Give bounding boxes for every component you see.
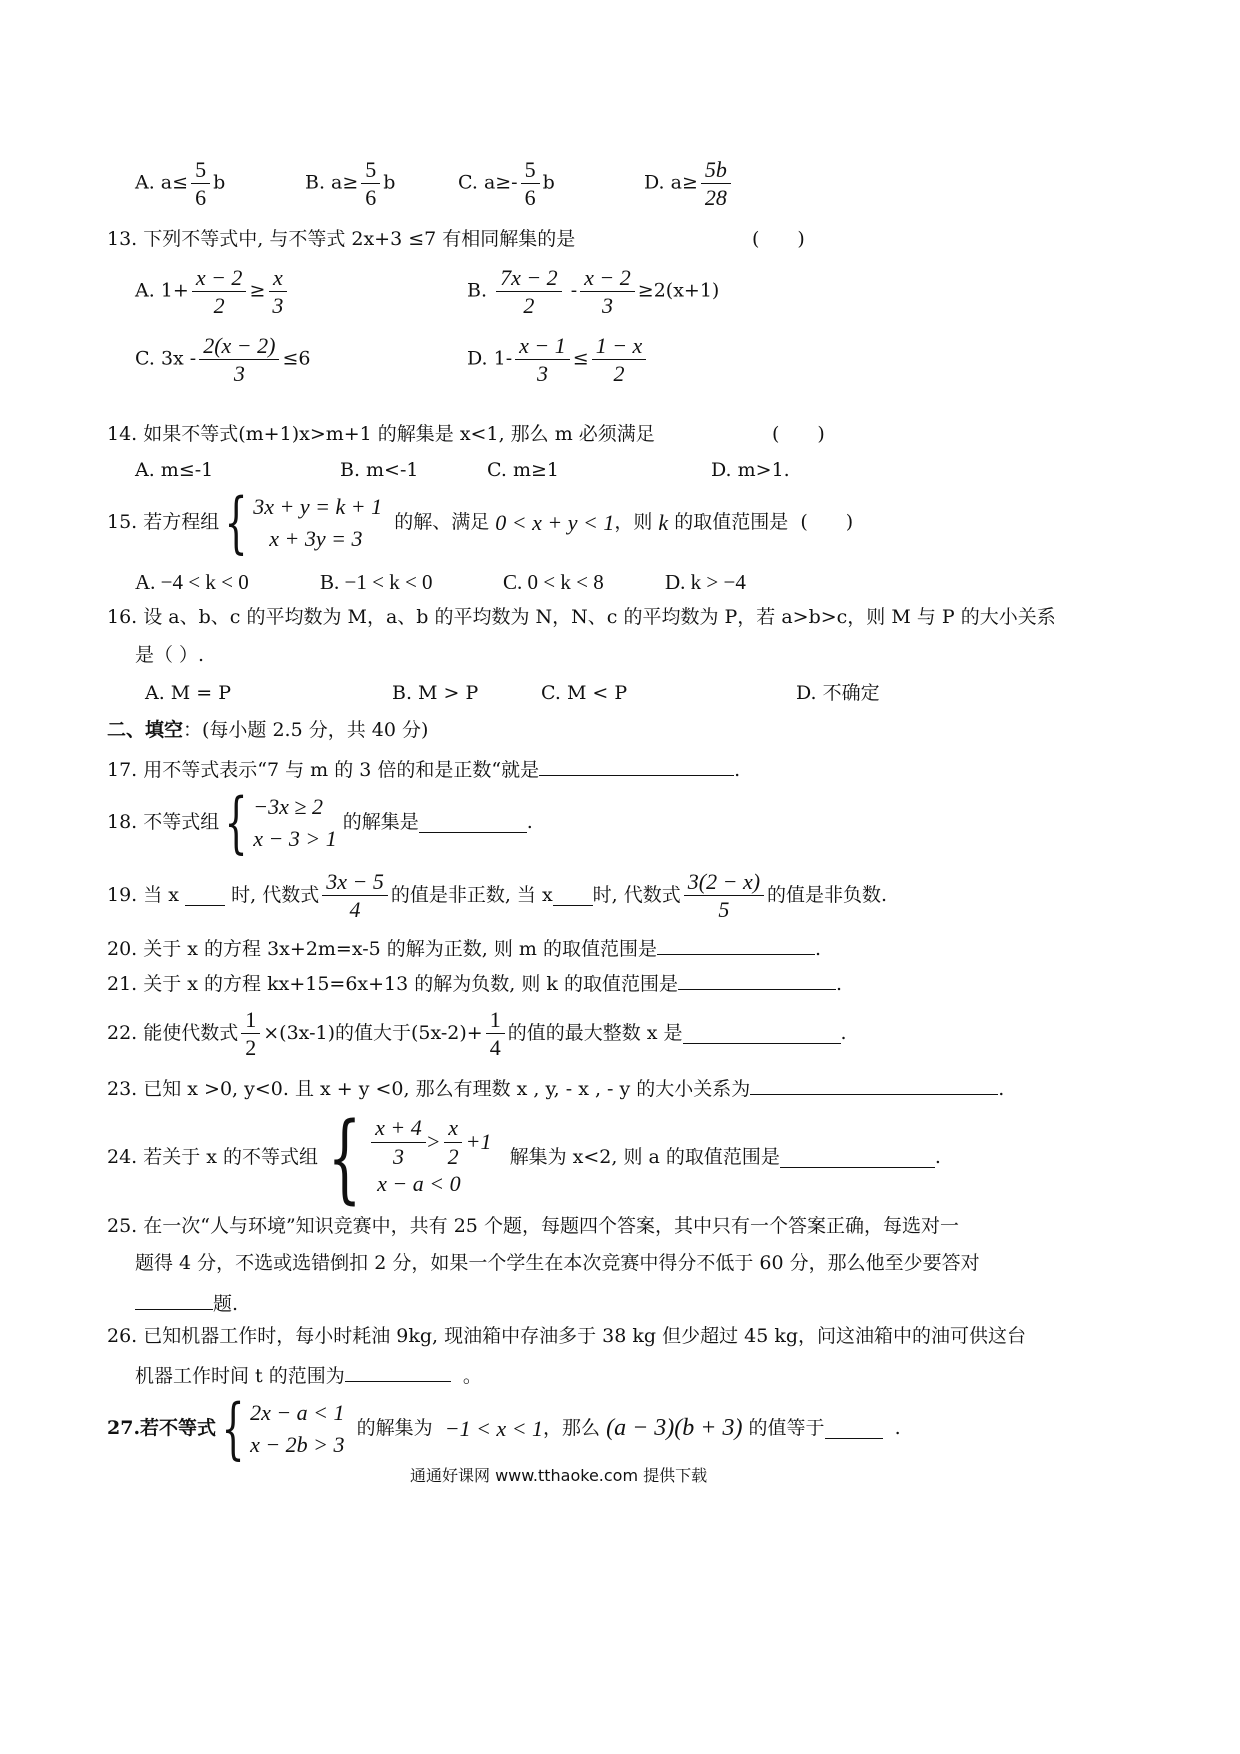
q26-answer-blank[interactable] bbox=[345, 1362, 451, 1382]
q21-answer-blank[interactable] bbox=[678, 970, 836, 990]
q26-line1: 26. 已知机器工作时，每小时耗油 9kg, 现油箱中存油多于 38 kg 但少超过 45 kg，问这油箱中的油可供这台 bbox=[107, 1325, 1027, 1347]
q13-paren: ( ) bbox=[752, 228, 805, 250]
q15-stem: 15. 若方程组 { 3x + y = k + 1 x + 3y = 3 的解、满足 0 < x + y < 1 ，则 k 的取值范围是 ( ) bbox=[107, 484, 854, 561]
q27: 27.若不等式 { 2x − a < 1 x − 2b > 3 的解集为 −1 < x < 1 ，那么 (a − 3)(b + 3) 的值等于 . bbox=[107, 1390, 901, 1467]
q20: 20. 关于 x 的方程 3x+2m=x-5 的解为正数, 则 m 的取值范围是 . bbox=[107, 935, 821, 961]
q25-line2: 题得 4 分，不选或选错倒扣 2 分，如果一个学生在本次竞赛中得分不低于 60 分，那么他至少要答对 bbox=[135, 1252, 980, 1274]
q12-option-d: D. a≥ $\frac{5b}{28}$ bbox=[644, 158, 734, 209]
q12-option-c: C. a≥- $\frac{5}{6}$ b bbox=[458, 157, 555, 211]
q14-option-d: D. m>1. bbox=[711, 459, 790, 481]
q20-answer-blank[interactable] bbox=[657, 935, 815, 955]
q27-answer-blank[interactable] bbox=[825, 1419, 883, 1439]
q24-answer-blank[interactable] bbox=[780, 1148, 935, 1168]
q15-option-a: A. −4 < k < 0 bbox=[135, 570, 249, 594]
q16-option-c: C. M < P bbox=[541, 682, 628, 704]
q24: 24. 若关于 x 的不等式组 { $\frac{x + 4}{3}$ > $\frac{x}{2}$ +1 x − a < 0 解集为 x<2, 则 a 的取值范围是 . bbox=[107, 1102, 941, 1214]
q15-option-c: C. 0 < k < 8 bbox=[503, 570, 604, 594]
q22-answer-blank[interactable] bbox=[683, 1024, 841, 1044]
section-2-heading: 二、填空：(每小题 2.5 分，共 40 分) bbox=[107, 719, 429, 741]
q13-option-d: D. 1- $\frac{x - 1}{3}$ ≤ $\frac{1 - x}{2}$ bbox=[467, 334, 649, 385]
q19-blank-1[interactable] bbox=[185, 886, 225, 906]
q13-option-c: C. 3x - $\frac{2(x - 2)}{3}$ ≤6 bbox=[135, 333, 311, 387]
q26-line2: 机器工作时间 t 的范围为 。 bbox=[135, 1362, 482, 1388]
q14-option-b: B. m<-1 bbox=[340, 459, 419, 481]
q23-answer-blank[interactable] bbox=[750, 1075, 998, 1095]
q19: 19. 当 x 时, 代数式 $\frac{3x - 5}{4}$ 的值是非正数, 当 x 时, 代数式 $\frac{3(2 - x)}{5}$ 的值是非负数. bbox=[107, 869, 888, 923]
q25-answer-blank[interactable] bbox=[135, 1290, 213, 1310]
q23: 23. 已知 x >0, y<0. 且 x + y <0, 那么有理数 x , y, - x , - y 的大小关系为 . bbox=[107, 1075, 1004, 1101]
q22: 22. 能使代数式 $\frac{1}{2}$ ×(3x-1)的值大于(5x-2)+ $\frac{1}{4}$ 的值的最大整数 x 是 . bbox=[107, 1007, 847, 1061]
q21: 21. 关于 x 的方程 kx+15=6x+13 的解为负数, 则 k 的取值范围是 . bbox=[107, 970, 842, 996]
q16-option-b: B. M > P bbox=[392, 682, 479, 704]
page-footer: 通通好课网 www.tthaoke.com 提供下载 bbox=[410, 1466, 708, 1485]
q17-answer-blank[interactable] bbox=[539, 756, 734, 776]
q17: 17. 用不等式表示“7 与 m 的 3 倍的和是正数“就是 . bbox=[107, 756, 740, 782]
q16-line2: 是（ ）. bbox=[135, 644, 205, 666]
q16-option-d: D. 不确定 bbox=[796, 682, 880, 704]
q13-option-a: A. 1+ $\frac{x - 2}{2}$ ≥ $\frac{x}{3}$ bbox=[135, 266, 290, 317]
q18: 18. 不等式组 { −3x ≥ 2 x − 3 > 1 的解集是 . bbox=[107, 784, 533, 861]
q18-answer-blank[interactable] bbox=[419, 813, 527, 833]
q12-option-a: A. a≤ $\frac{5}{6}$ b bbox=[135, 157, 226, 211]
q16-line1: 16. 设 a、b、c 的平均数为 M，a、b 的平均数为 N，N、c 的平均数为 P，若 a>b>c，则 M 与 P 的大小关系 bbox=[107, 606, 1056, 628]
q14-stem: 14. 如果不等式(m+1)x>m+1 的解集是 x<1, 那么 m 必须满足 bbox=[107, 423, 655, 445]
q19-blank-2[interactable] bbox=[553, 886, 593, 906]
q25-line3: 题. bbox=[135, 1290, 238, 1316]
q15-option-d: D. k > −4 bbox=[665, 570, 746, 594]
q14-paren: ( ) bbox=[772, 423, 825, 445]
q25-line1: 25. 在一次“人与环境”知识竞赛中，共有 25 个题，每题四个答案，其中只有一个答案正确，每选对一 bbox=[107, 1215, 959, 1237]
q12-option-b: B. a≥ $\frac{5}{6}$ b bbox=[305, 157, 396, 211]
q15-option-b: B. −1 < k < 0 bbox=[320, 570, 433, 594]
q14-option-c: C. m≥1 bbox=[487, 459, 559, 481]
q13-option-b: B. $\frac{7x - 2}{2}$ - $\frac{x - 2}{3}$ ≥2(x+1) bbox=[467, 265, 720, 319]
q16-option-a: A. M = P bbox=[145, 682, 232, 704]
q13-stem: 13. 下列不等式中, 与不等式 2x+3 ≤7 有相同解集的是 bbox=[107, 228, 576, 250]
q14-option-a: A. m≤-1 bbox=[135, 459, 214, 481]
